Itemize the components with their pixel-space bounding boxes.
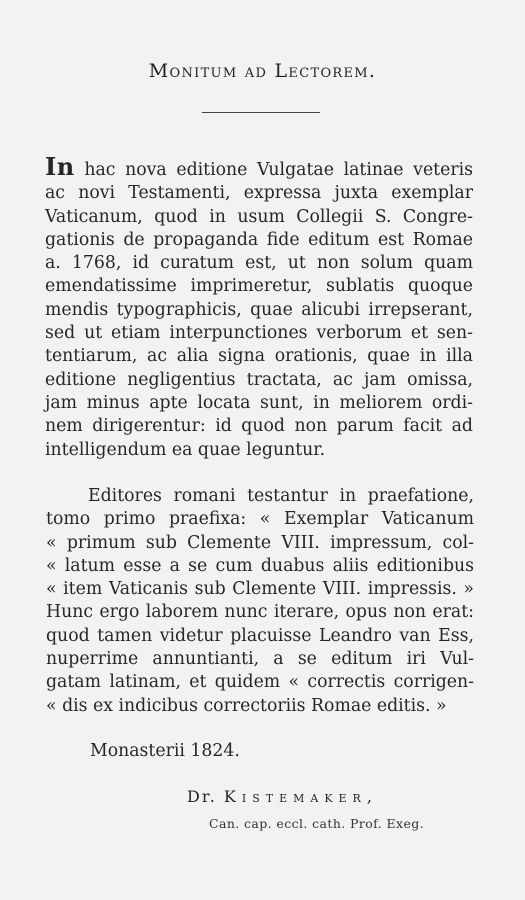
page-title: Monitum ad Lectorem. <box>148 60 377 82</box>
text-line: « primum sub Clemente VIII. impressum, col- <box>46 532 474 553</box>
paragraph-1 <box>45 152 473 462</box>
text-line: Editores romani testantur in praefatione, <box>88 486 474 506</box>
text-line: mendis typographicis, quae alicubi irrepserant, <box>45 299 473 320</box>
text-line: « dis ex indicibus correctoriis Romae editis. » <box>46 695 447 716</box>
text-line: gationis de propaganda fide editum est Romae <box>45 229 473 250</box>
signature-credentials: Can. cap. eccl. cath. Prof. Exeg. <box>209 816 425 831</box>
text-line: Vaticanum, quod in usum Collegii S. Congre- <box>45 206 473 227</box>
text-line: In hac nova editione Vulgatae latinae veteris <box>45 152 473 181</box>
place-date: Monasterii 1824. <box>90 741 240 761</box>
text-line: sed ut etiam interpunctiones verborum et sen- <box>45 323 473 344</box>
text-line: gatam latinam, et quidem « correctis corrigen- <box>46 672 474 693</box>
signature-prefix: Dr. <box>187 787 217 806</box>
signature-name: Kistemaker, <box>223 787 378 806</box>
text-line: tentiarum, ac alia signa orationis, quae in illa <box>45 346 473 367</box>
text-line: tomo primo praefixa: « Exemplar Vaticanum <box>46 509 474 530</box>
text-line: a. 1768, id curatum est, ut non solum quam <box>45 253 473 274</box>
text-line: jam minus apte locata sunt, in meliorem ordi- <box>45 392 473 413</box>
text-line: nuperrime annuntianti, a se editum iri Vul- <box>46 649 474 670</box>
text-line: emendatissime imprimeretur, sublatis quoque <box>45 276 473 297</box>
text-line: editione negligentius tractata, ac jam omissa, <box>45 369 473 390</box>
signature <box>187 787 378 806</box>
text-line: intelligendum ea quae leguntur. <box>45 439 326 460</box>
text-line: quod tamen videtur placuisse Leandro van Ess, <box>46 625 474 646</box>
text-line: « latum esse a se cum duabus aliis editionibus <box>46 555 474 576</box>
text-line: « item Vaticanis sub Clemente VIII. impressis. » <box>46 579 474 600</box>
drop-cap: In <box>45 152 75 181</box>
text-line: ac novi Testamenti, expressa juxta exemplar <box>45 183 473 204</box>
title-divider <box>202 112 320 113</box>
paragraph-2 <box>46 485 474 718</box>
text-line: Hunc ergo laborem nunc iterare, opus non erat: <box>46 602 474 623</box>
text-line: nem dirigerentur: id quod non parum facit ad <box>45 416 473 437</box>
